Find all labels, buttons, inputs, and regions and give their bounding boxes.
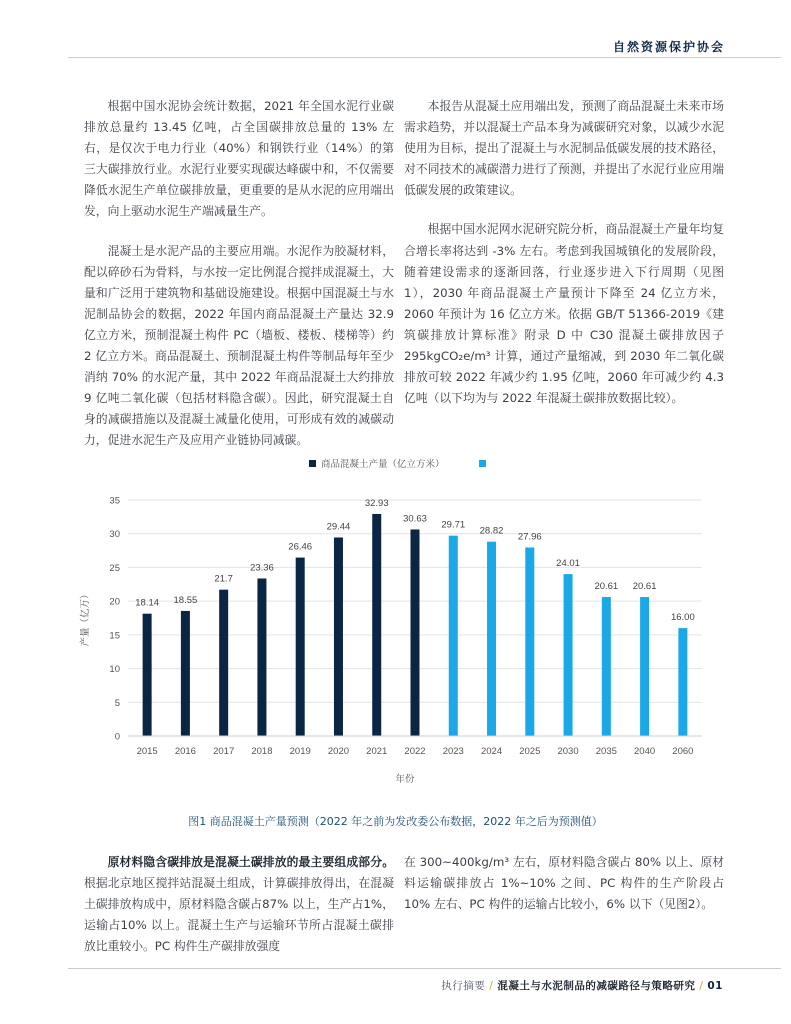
y-tick-label: 20 [109,596,120,608]
x-tick-label-2019: 2019 [289,746,311,757]
data-label-2040: 20.61 [632,581,657,593]
data-label-2023: 29.71 [441,519,466,531]
x-tick-label-2020: 2020 [327,746,350,757]
data-label-2016: 18.55 [173,594,198,606]
data-label-2018: 23.36 [250,562,274,574]
data-label-2020: 29.44 [326,521,351,533]
y-axis-label: 产量（亿万） [80,589,91,647]
data-label-2017: 21.7 [214,573,233,585]
data-label-2025: 27.96 [517,531,542,543]
bar-2019 [296,558,305,736]
bar-2018 [257,578,266,736]
paragraph-cement-emissions: 根据中国水泥协会统计数据，2021 年全国水泥行业碳排放总量约 13.45 亿吨，占全国碳排放总量的 13% 左右，是仅次于电力行业（40%）和钢铁行业（14%）的第三大碳排放行业。水泥行业要实现碳达峰碳中和，不仅需要降低水泥生产单位碳排放量，更重要的是从水泥的应用端出发，向上驱动水泥生产端减量生产。 [84,99,394,219]
bar-2017 [219,590,228,736]
x-tick-label-2015: 2015 [136,746,158,757]
bar-2024 [487,542,496,736]
x-tick-label-2025: 2025 [519,746,541,757]
x-tick-label-2022: 2022 [404,746,426,757]
paragraph-body: 根据北京地区搅拌站混凝土组成，计算碳排放得出，在混凝土碳排放构成中，原材料隐含碳占87% 以上，生产占1%，运输占10% 以上。混凝土生产与运输环节所占混凝土碳排放比重较小。PC 构件生产碳排放强度 [84,876,394,954]
footer-separator: / [489,980,494,992]
bottom-right-column [404,852,724,915]
data-label-2015: 18.14 [135,597,160,609]
bar-chart [70,448,730,808]
bar-2022 [411,529,420,736]
x-tick-label-2060: 2060 [672,746,694,757]
bar-2021 [372,514,381,736]
paragraph-concrete-use: 混凝土是水泥产品的主要应用端。水泥作为胶凝材料，配以碎砂石为骨料，与水按一定比例混合搅拌成混凝土，大量和广泛用于建筑物和基础设施建设。根据中国混凝土与水泥制品协会的数据，2022 年国内商品混凝土产量达 32.9 亿立方米，预制混凝土构件 PC（墙板、楼板、楼梯等）约 2 亿立方米。商品混凝土、预制混凝土构件等制品每年至少消纳 70% 的水泥产量，其中 2022 年商品混凝土大约排放 9 亿吨二氧化碳（包括材料隐含碳）。因此，研究混凝土自身的减碳措施以及混凝土减量化使用，可形成有效的减碳动力，促进水泥生产及应用产业链协同减碳。 [84,243,394,448]
data-label-2060: 16.00 [670,612,695,624]
bar-2040 [640,597,649,736]
bottom-left-column [84,852,394,957]
data-label-2024: 28.82 [479,525,504,537]
paragraph-lead: 原材料隐含碳排放是混凝土碳排放的最主要组成部分。 [107,855,394,869]
paragraph-embodied-carbon [84,852,394,957]
x-tick-label-2035: 2035 [595,746,617,757]
bar-2023 [449,536,458,736]
y-tick-label: 10 [109,664,120,676]
bar-2016 [181,611,190,736]
y-tick-label: 5 [114,697,120,709]
x-tick-label-2024: 2024 [480,746,503,757]
footer-section: 执行摘要 [441,980,486,992]
figure-caption: 图1 商品混凝土产量预测（2022 年之前为发改委公布数据，2022 年之后为预测值） [188,815,603,828]
paragraph-pc-emissions: 在 300~400kg/m³ 左右，原材料隐含碳占 80% 以上、原材料运输碳排放占 1%~10% 之间、PC 构件的生产阶段占 10% 左右、PC 构件的运输占比较小，6% 以下（见图2）。 [404,855,724,912]
paragraph-production-forecast: 根据中国水泥网水泥研究院分析，商品混凝土产量年均复合增长率将达到 -3% 左右。考虑到我国城镇化的发展阶段，随着建设需求的逐渐回落，行业逐步进入下行周期（见图1），2030 年商品混凝土产量预计下降至 24 亿立方米，2060 年预计为 16 亿立方米。依据 GB/T 51366-2019《建筑碳排放计算标准》附录 D 中 C30 混凝土碳排放因子 295kgCO₂e/m³ 计算，通过产量缩减，到 2030 年二氧化碳排放可较 2022 年减少约 1.95 亿吨，2060 年可减少约 4.3 亿吨（以下均为与 2022 年混凝土碳排放数据比较）。 [404,222,724,406]
y-tick-label: 30 [109,529,120,541]
y-tick-label: 15 [109,630,120,642]
left-column [84,96,394,452]
production-forecast-chart [70,448,730,808]
header-divider [68,57,781,58]
data-label-2022: 30.63 [403,513,427,525]
bar-2025 [525,547,534,736]
bar-2060 [678,628,687,736]
footer-title: 混凝土与水泥制品的减碳路径与策略研究 [497,980,696,992]
legend-swatch-historical [309,460,316,467]
data-label-2030: 24.01 [556,558,580,570]
footer-divider [68,968,781,969]
bar-2020 [334,537,343,736]
data-label-2019: 26.46 [288,541,313,553]
x-tick-label-2040: 2040 [634,746,656,757]
right-column [404,96,724,409]
data-label-2021: 32.93 [364,497,389,509]
y-tick-label: 0 [114,731,120,743]
page-number: 01 [707,980,723,992]
page-footer [441,978,723,993]
legend-label-historical: 商品混凝土产量（亿立方米） [321,459,445,470]
bar-2030 [564,574,573,736]
y-tick-label: 25 [109,562,120,574]
bar-2035 [602,597,611,736]
legend-swatch-forecast [479,460,486,467]
x-tick-label-2017: 2017 [213,746,235,757]
y-tick-label: 35 [109,495,120,507]
x-tick-label-2030: 2030 [557,746,579,757]
bar-2015 [143,614,152,736]
x-axis-label: 年份 [395,774,415,785]
data-label-2035: 20.61 [594,581,619,593]
x-tick-label-2021: 2021 [366,746,388,757]
x-tick-label-2023: 2023 [442,746,464,757]
organization-name: 自然资源保护协会 [612,40,725,54]
footer-separator: / [699,980,704,992]
paragraph-report-scope: 本报告从混凝土应用端出发，预测了商品混凝土未来市场需求趋势，并以混凝土产品本身为减碳研究对象，以减少水泥使用为目标，提出了混凝土与水泥制品低碳发展的技术路径，对不同技术的减碳潜力进行了预测，并提出了水泥行业应用端低碳发展的政策建议。 [404,99,724,198]
x-tick-label-2016: 2016 [174,746,196,757]
x-tick-label-2018: 2018 [251,746,273,757]
